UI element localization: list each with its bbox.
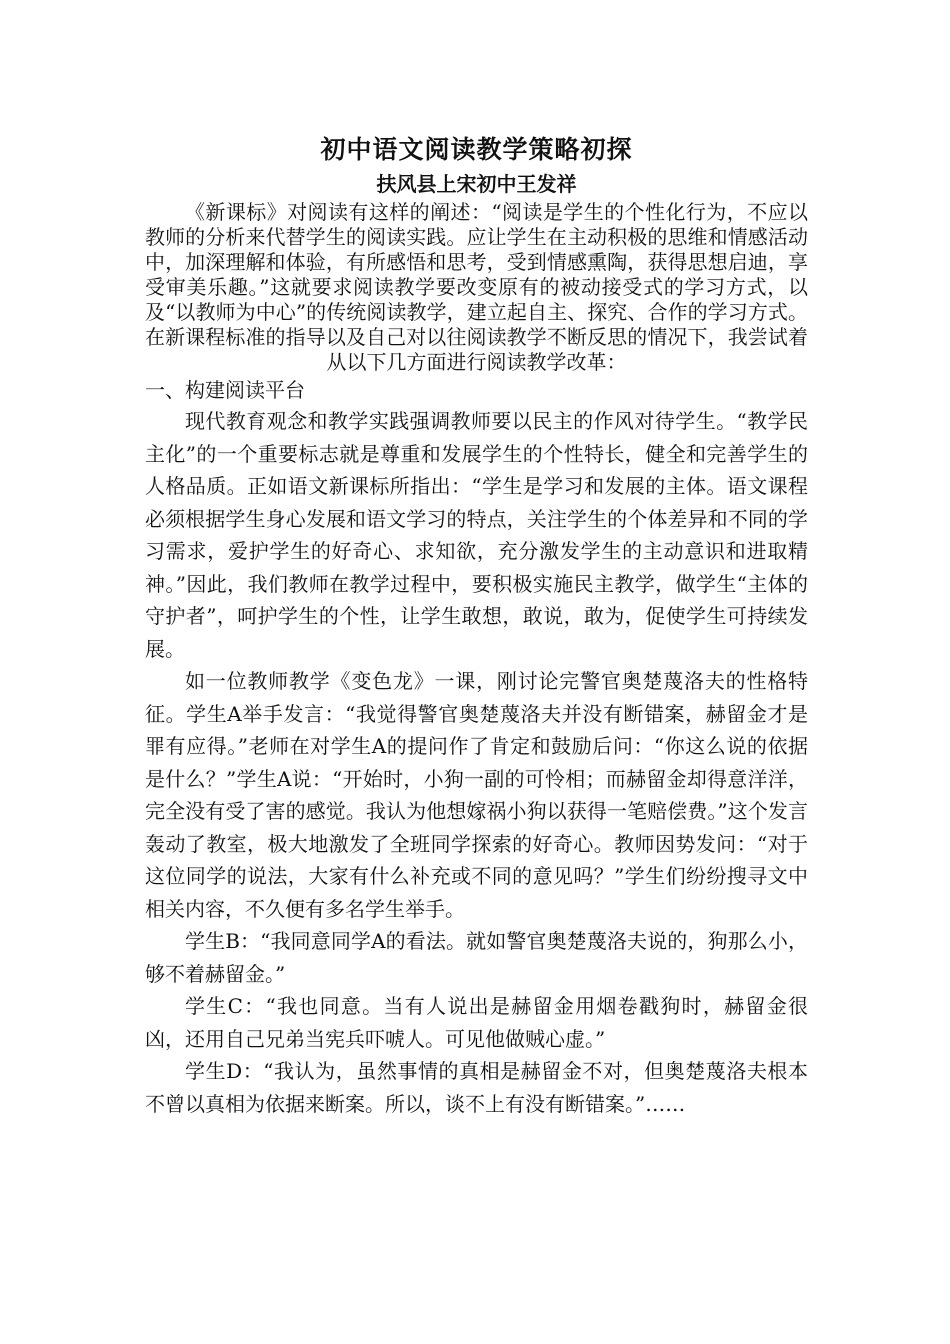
body-paragraph-4: 学生C：“我也同意。当有人说出是赫留金用烟卷戳狗时，赫留金很凶，还用自己兄弟当宪兵吓唬人。可见他做贼心虚。” bbox=[145, 994, 808, 1051]
author-line: 扶风县上宋初中王发祥 bbox=[376, 172, 577, 196]
body-paragraph-2: 如一位教师教学《变色龙》一课，刚讨论完警官奥楚蔑洛夫的性格特征。学生A举手发言：“我觉得警官奥楚蔑洛夫并没有断错案，赫留金才是罪有应得。”老师在对学生A的提问作了肯定和鼓励后问：“你这么说的依据是什么？”学生A说：“开始时，小狗一副的可怜相；而赫留金却得意洋洋，完全没有受了害的感觉。我认为他想嫁祸小狗以获得一笔赔偿费。”这个发言轰动了教室，极大地激发了全班同学探索的好奇心。教师因势发问：“对于这位同学的说法，大家有什么补充或不同的意见吗？”学生们纷纷搜寻文中相关内容，不久便有多名学生举手。 bbox=[145, 669, 808, 921]
document-title: 初中语文阅读教学策略初探 bbox=[320, 135, 633, 164]
section-heading: 一、构建阅读平台 bbox=[145, 378, 305, 402]
document-body bbox=[145, 132, 808, 1120]
body-paragraph-1: 现代教育观念和教学实践强调教师要以民主的作风对待学生。“教学民主化”的一个重要标志就是尊重和发展学生的个性特长，健全和完善学生的人格品质。正如语文新课标所指出：“学生是学习和发展的主体。语文课程必须根据学生身心发展和语文学习的特点，关注学生的个体差异和不同的学习需求，爱护学生的好奇心、求知欲，充分激发学生的主动意识和进取精神。”因此，我们教师在教学过程中，要积极实施民主教学，做学生“主体的守护者”，呵护学生的个性，让学生敢想，敢说，敢为，促使学生可持续发展。 bbox=[145, 409, 808, 661]
body-paragraph-5: 学生D：“我认为，虽然事情的真相是赫留金不对，但奥楚蔑洛夫根本不曾以真相为依据来断案。所以，谈不上有没有断错案。”…… bbox=[145, 1059, 808, 1116]
intro-paragraph: 《新课标》对阅读有这样的阐述：“阅读是学生的个性化行为，不应以教师的分析来代替学生的阅读实践。应让学生在主动积极的思维和情感活动中，加深理解和体验，有所感悟和思考，受到情感熏陶，获得思想启迪，享受审美乐趣。”这就要求阅读教学要改变原有的被动接受式的学习方式，以及“以教师为中心”的传统阅读教学，建立起自主、探究、合作的学习方式。在新课程标准的指导以及自己对以往阅读教学不断反思的情况下，我尝试着从以下几方面进行阅读教学改革： bbox=[145, 200, 808, 374]
body-paragraph-3: 学生B：“我同意同学A的看法。就如警官奥楚蔑洛夫说的，狗那么小，够不着赫留金。” bbox=[145, 929, 808, 986]
